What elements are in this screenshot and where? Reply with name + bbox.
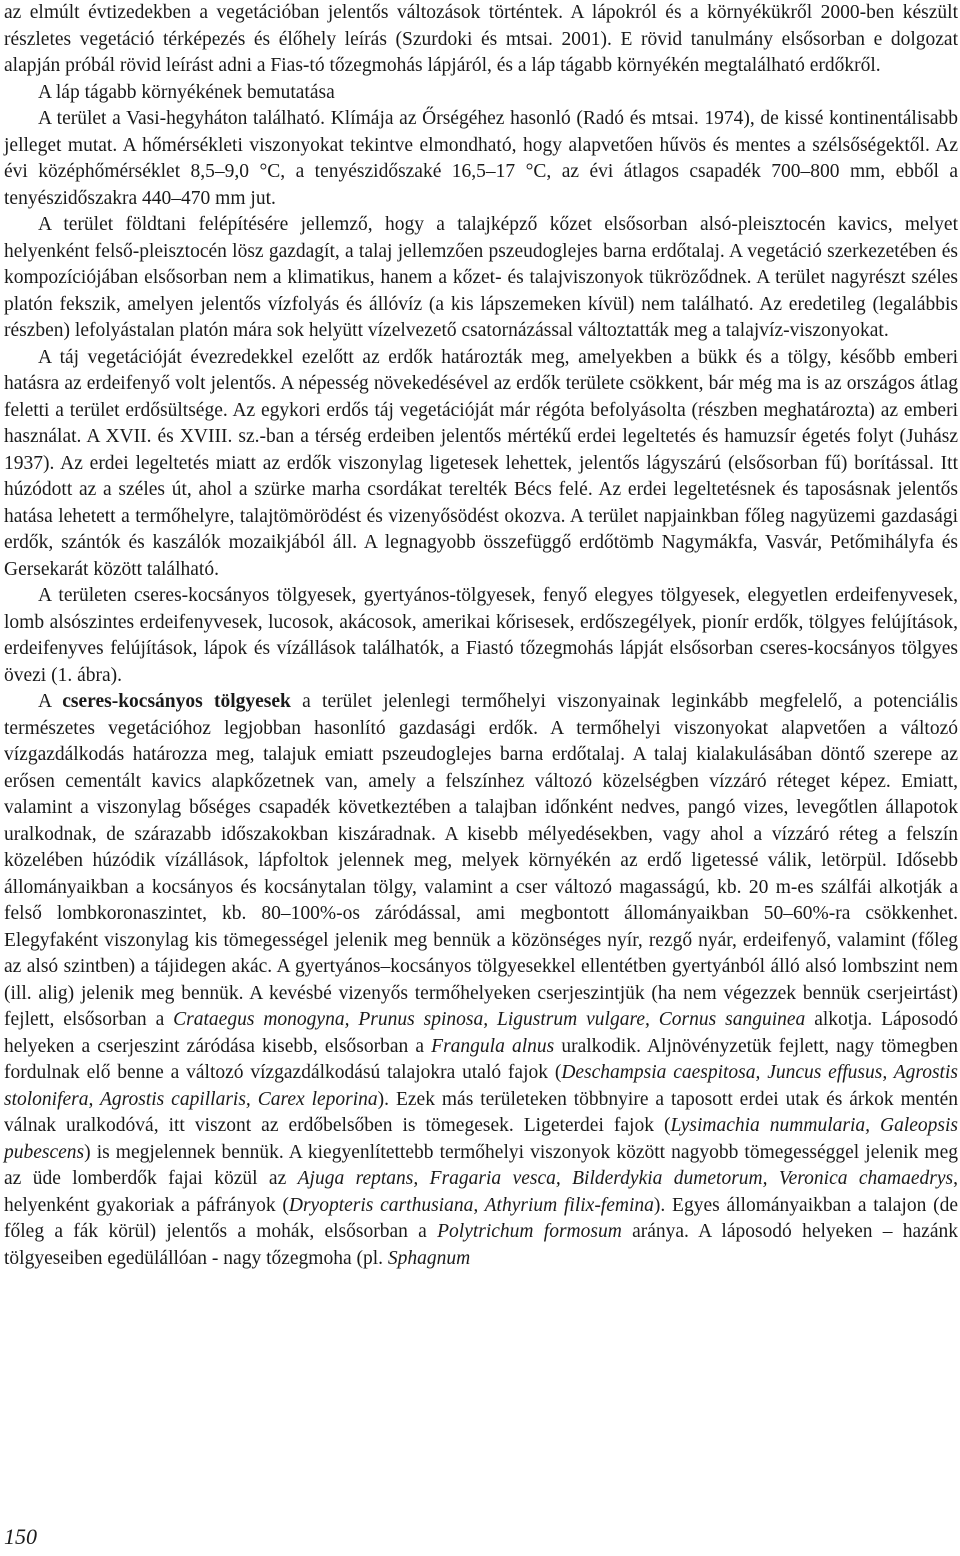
paragraph-intro: az elmúlt évtizedekben a vegetációban jelentős változások történtek. A lápokról és a környékükről 2000-ben készült részletes vegetáció térképezés és élőhely leírás (Szurdoki és mtsai. 2001). E rövid tanulmány elsősorban e dolgozat alapján próbál rövid leírást adni a Fias-tó tőzegmohás lápjáról, és a láp tágabb környékén megtalálható erdőkről.: [4, 2, 958, 76]
text-run: uralkodik. Aljnövényzetük fejlett, nagy tömegben fordulnak elő benne a változó vízgazdálkodású talajokra utaló fajok (: [4, 1035, 959, 1083]
species-names: Polytrichum formosum: [437, 1221, 622, 1242]
section-heading: A láp tágabb környékének bemutatása: [38, 81, 335, 103]
paragraph-climate: A terület a Vasi-hegyháton található. Klímája az Őrségéhez hasonló (Radó és mtsai. 1974), de kissé kontinentálisabb jelleget mutat. A hőmérsékleti viszonyokat tekintve elmondható, hogy alapvetően hűvös és mentes a szélsőségektől. Az évi középhőmérséklet 8,5–9,0 °C, a tenyészidőszaké 16,5–17 °C, az évi átlagos csapadék 700–800 mm, ebből a tenyészidőszakra 440–470 mm jut.: [4, 108, 958, 209]
page-number: 150: [4, 1524, 37, 1549]
text-run: aránya. A láposodó helyeken – hazánk tölgyeseiben egedülállóan - nagy tőzegmoha (pl.: [4, 1221, 958, 1269]
species-names: Frangula alnus: [431, 1035, 555, 1057]
species-names: Ajuga reptans, Fragaria vesca, Bilderdykia dumetorum, Veronica chamaedrys: [297, 1168, 954, 1189]
species-names: Lysimachia nummularia, Galeopsis pubescens: [4, 1115, 958, 1163]
species-names: Crataegus monogyna, Prunus spinosa, Ligustrum vulgare, Cornus sanguinea: [173, 1009, 806, 1030]
paragraph-geology: A terület földtani felépítésére jellemző, hogy a talajképző kőzet elsősorban alsó-pleisztocén kavics, melyet helyenként felső-pleisztocén lösz gazdagít, a talaj jellemzően pszeudoglejes barna erdőtalaj. A vegetáció szerkezetében és kompozíciójában elsősorban nem a klimatikus, hanem a kőzet- és talajviszonyok tükröződnek. A terület nagyrészt széles platón fekszik, amelyen jelentős vízfolyás és állóvíz (a kis lápszemeken kívül) nem található. Az eredetileg (legalábbis részben) lefolyástalan platón mára sok helyütt vízelvezető csatornázással változtatták meg a talajvíz-viszonyokat.: [4, 214, 958, 341]
text-run: , helyenként gyakoriak a páfrányok (: [4, 1168, 958, 1216]
paragraph-oak-forests: [4, 689, 958, 1272]
bold-term: cseres-kocsányos tölgyesek: [62, 691, 291, 712]
text-run: alkotja. Láposodó helyeken a cserjeszint záródása kisebb, elsősorban a: [4, 1009, 958, 1057]
species-names: Sphagnum: [387, 1247, 471, 1269]
document-page: [4, 0, 958, 1272]
paragraph-habitats: A területen cseres-kocsányos tölgyesek, gyertyános-tölgyesek, fenyő elegyes tölgyesek, elegyetlen erdeifenyvesek, lomb alsószintes erdeifenyvesek, lucosok, akácosok, amerikai kőrisesek, erdőszegélyek, pionír erdők, tölgyes felújítások, erdeifenyves felújítások, lápok és vízállások találhatók, a Fiastó tőzegmohás lápját elsősorban cseres-kocsányos tölgyes övezi (1. ábra).: [4, 585, 958, 686]
text-run: A: [38, 691, 63, 712]
species-names: Dryopteris carthusiana, Athyrium filix-femina: [288, 1194, 654, 1216]
paragraph-history: A táj vegetációját évezredekkel ezelőtt az erdők határozták meg, amelyekben a bükk és a tölgy, később emberi hatásra az erdeifenyő volt jelentős. A népesség növekedésével az erdők területe csökkent, bár még ma is az országos átlag feletti a terület erdősültsége. Az egykori erdős táj vegetációját már régóta befolyásolta (részben meghatározta) az emberi használat. A XVII. és XVIII. sz.-ban a térség erdeiben jelentős mértékű erdei legeltetés és hamuzsír égetés folyt (Juhász 1937). Az erdei legeltetés miatt az erdők viszonylag ligetesek lehettek, jelentős lágyszárú (elsősorban fű) borítással. Itt húzódott az a széles út, ahol a szürke marha csordákat terelték Bécs felé. Az erdei legeltetésnek és taposásnak jelentős hatása lehetett a termőhelyre, talajtömörödést és vizenyősödést okozva. A terület napjainkban főleg nagyüzemi gazdasági erdők, szántók és kaszálók mozaikjából áll. A legnagyobb összefüggő erdőtömb Nagymákfa, Vasvár, Petőmihályfa és Gersekarát között található.: [4, 346, 958, 580]
text-run: a terület jelenlegi termőhelyi viszonyainak leginkább megfelelő, a potenciális természetes vegetációhoz legjobban hasonlító gazdasági erdők. A termőhelyi viszonyokat alapvetően a változó vízgazdálkodás határozza meg, talajuk emiatt pszeudoglejes barna erdőtalaj. A talaj kialakulásában döntő szerepe az erősen cementált kavics alapkőzetnek van, amely a felszínhez változó közelségben vízzáró réteget képez. Emiatt, valamint a viszonylag bőséges csapadék következtében a talajban időnként nedves, pangó vizes, levegőtlen állapotok uralkodnak, de szárazabb időszakokban kiszáradnak. A kisebb mélyedésekben, vagy ahol a vízzáró réteg a felszín közelében húzódik vízállások, lápfoltok jelennek meg, melyek környékén az erdő ligetessé válik, letörpül. Idősebb állományaikban a kocsányos és kocsánytalan tölgy, valamint a cser változó magasságú, kb. 20 m-es szálfái alkotják a felső lombkoronaszintet, kb. 80–100%-os záródással, ami megbontott állományaikban 50–60%-ra csökkenhet. Elegyfaként viszonylag kis tömegességel jelenik meg bennük a közönséges nyír, rezgő nyár, erdeifenyő, valamint (főleg az alsó szintben) a tájidegen akác. A gyertyános–kocsányos tölgyesekkel ellentétben gyertyánból álló alsó lombszint nem (ill. alig) jelenik meg bennük. A kevésbé vizenyős termőhelyeken cserjeszintjük (ha nem végezzek bennük cserjeirtást) fejlett, elsősorban a: [4, 691, 958, 1030]
text-run: ) is megjelennek bennük. A kiegyenlítettebb termőhelyi viszonyok között nagyobb tömegességgel jelenik meg az üde lomberdők fajai közül az: [4, 1141, 958, 1189]
text-run: ). Egyes állományaikban a talajon (de főleg a fák körül) jelentős a mohák, elsősorban a: [4, 1194, 959, 1242]
text-run: ). Ezek más területeken többnyire a taposott erdei utak és árkok mentén válnak uralkodóvá, itt viszont az erdőbelsőben is tömegesek. Ligeterdei fajok (: [4, 1088, 958, 1136]
species-names: Deschampsia caespitosa, Juncus effusus, Agrostis stolonifera, Agrostis capillaris, Carex leporina: [4, 1062, 958, 1110]
